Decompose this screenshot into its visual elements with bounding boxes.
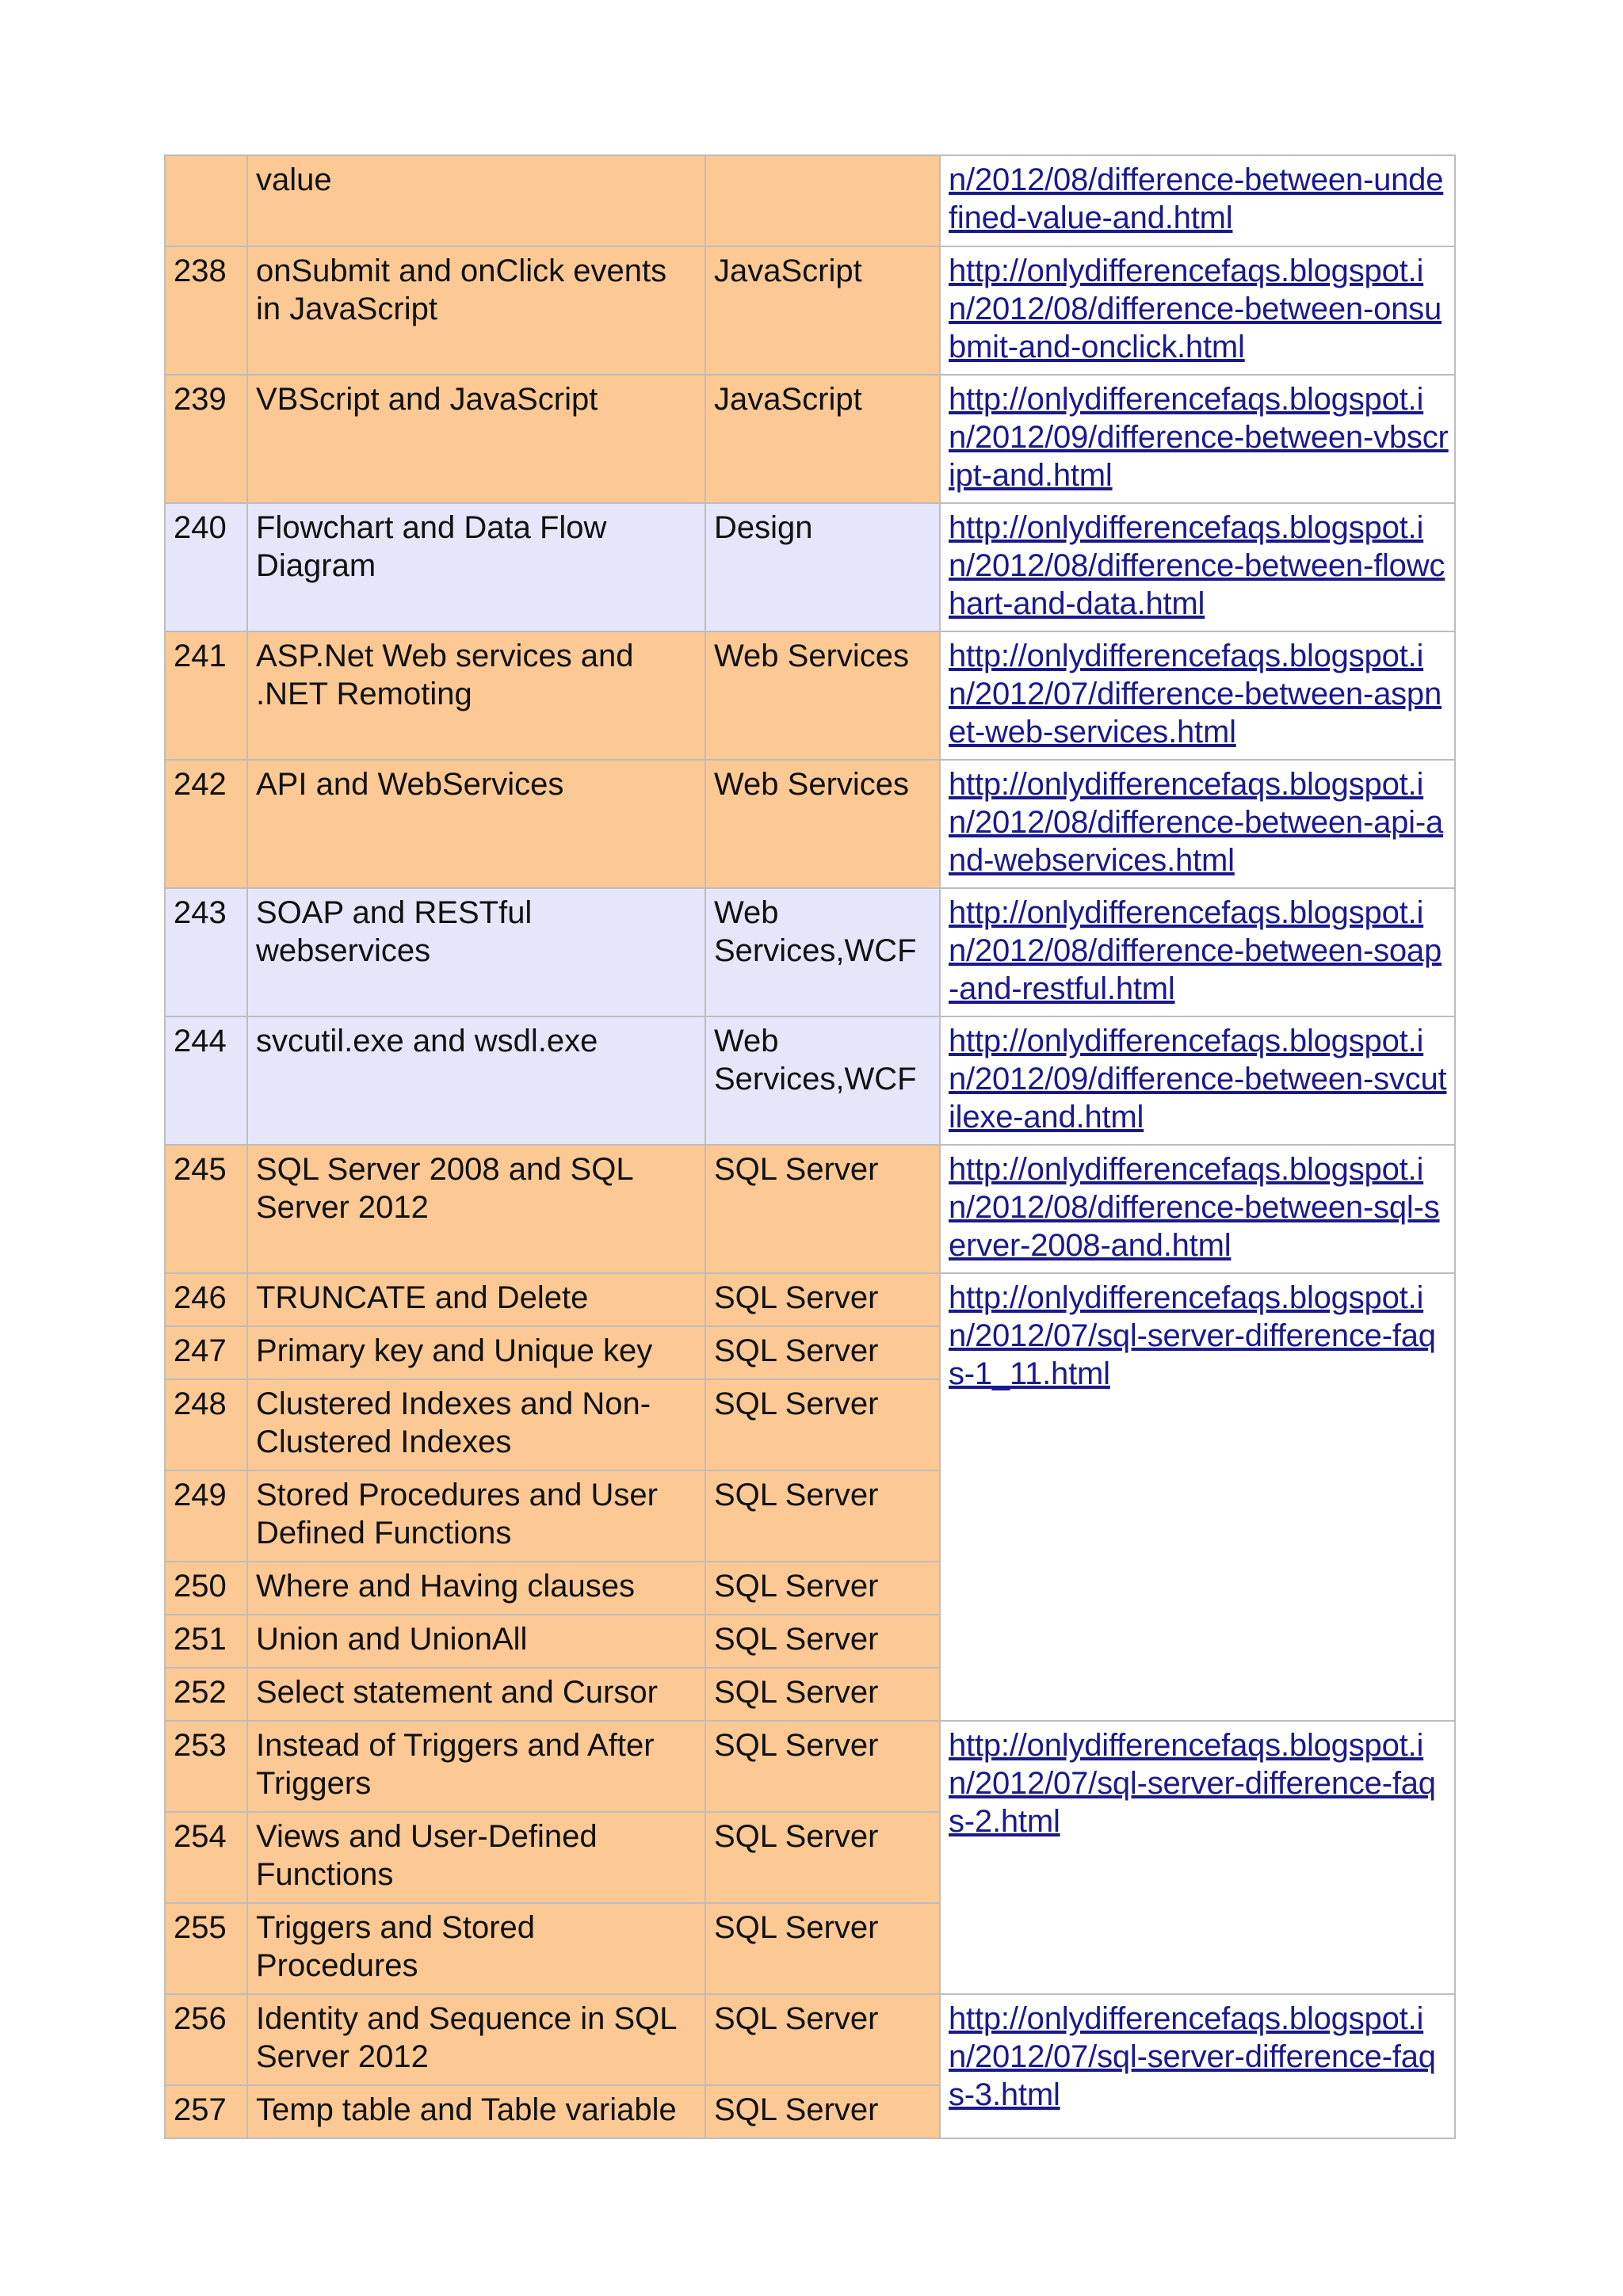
- row-number: 244: [165, 1016, 247, 1145]
- row-category: SQL Server: [705, 2085, 940, 2138]
- row-number: 239: [165, 375, 247, 503]
- table-row: [165, 375, 1455, 503]
- row-topic: Clustered Indexes and Non-Clustered Indexes: [247, 1379, 705, 1470]
- table-row: [165, 503, 1455, 631]
- row-link-cell: [940, 1016, 1455, 1145]
- row-category: SQL Server: [705, 1994, 940, 2085]
- row-category: SQL Server: [705, 1326, 940, 1379]
- row-category: Web Services,WCF: [705, 888, 940, 1016]
- row-category: SQL Server: [705, 1273, 940, 1326]
- row-category: SQL Server: [705, 1379, 940, 1470]
- row-category: SQL Server: [705, 1668, 940, 1721]
- faq-link[interactable]: http://onlydifferencefaqs.blogspot.in/2012/07/sql-server-difference-faqs-2.html: [949, 1728, 1436, 1839]
- row-topic: Primary key and Unique key: [247, 1326, 705, 1379]
- row-link-cell: [940, 888, 1455, 1016]
- table-row: [165, 888, 1455, 1016]
- row-link-cell: [940, 375, 1455, 503]
- row-number: 245: [165, 1145, 247, 1273]
- faq-table: [164, 154, 1456, 2139]
- faq-table-body: [165, 155, 1455, 2138]
- table-row: [165, 1016, 1455, 1145]
- row-category: Web Services: [705, 760, 940, 888]
- table-row: [165, 1273, 1455, 1326]
- row-category: SQL Server: [705, 1721, 940, 1812]
- row-number: 254: [165, 1812, 247, 1903]
- row-topic: SQL Server 2008 and SQL Server 2012: [247, 1145, 705, 1273]
- row-topic: value: [247, 155, 705, 246]
- row-topic: SOAP and RESTful webservices: [247, 888, 705, 1016]
- row-category: JavaScript: [705, 375, 940, 503]
- row-topic: Temp table and Table variable: [247, 2085, 705, 2138]
- row-number: 246: [165, 1273, 247, 1326]
- row-number: 243: [165, 888, 247, 1016]
- row-topic: Identity and Sequence in SQL Server 2012: [247, 1994, 705, 2085]
- row-topic: svcutil.exe and wsdl.exe: [247, 1016, 705, 1145]
- faq-link[interactable]: http://onlydifferencefaqs.blogspot.in/2012/09/difference-between-vbscript-and.html: [949, 382, 1449, 493]
- faq-link[interactable]: http://onlydifferencefaqs.blogspot.in/2012/08/difference-between-api-and-webservices.html: [949, 767, 1444, 878]
- faq-link[interactable]: http://onlydifferencefaqs.blogspot.in/2012/08/difference-between-sql-server-2008-and.html: [949, 1152, 1440, 1263]
- row-link-cell: [940, 1721, 1455, 1994]
- row-number: [165, 155, 247, 246]
- row-number: 257: [165, 2085, 247, 2138]
- faq-link[interactable]: http://onlydifferencefaqs.blogspot.in/2012/07/sql-server-difference-faqs-1_11.html: [949, 1280, 1436, 1391]
- row-topic: Instead of Triggers and After Triggers: [247, 1721, 705, 1812]
- row-number: 240: [165, 503, 247, 631]
- row-number: 253: [165, 1721, 247, 1812]
- faq-link[interactable]: http://onlydifferencefaqs.blogspot.in/2012/08/difference-between-flowchart-and-data.html: [949, 510, 1445, 621]
- row-category: Design: [705, 503, 940, 631]
- row-number: 242: [165, 760, 247, 888]
- faq-link[interactable]: http://onlydifferencefaqs.blogspot.in/2012/09/difference-between-svcutilexe-and.html: [949, 1024, 1447, 1135]
- row-category: SQL Server: [705, 1470, 940, 1562]
- row-topic: Views and User-Defined Functions: [247, 1812, 705, 1903]
- faq-link[interactable]: n/2012/08/difference-between-undefined-value-and.html: [949, 162, 1444, 235]
- row-number: 249: [165, 1470, 247, 1562]
- row-number: 241: [165, 631, 247, 760]
- row-number: 252: [165, 1668, 247, 1721]
- row-number: 247: [165, 1326, 247, 1379]
- row-category: JavaScript: [705, 246, 940, 375]
- row-category: SQL Server: [705, 1812, 940, 1903]
- row-category: SQL Server: [705, 1562, 940, 1615]
- row-category: [705, 155, 940, 246]
- table-row: [165, 1721, 1455, 1812]
- row-link-cell: [940, 1273, 1455, 1721]
- row-number: 238: [165, 246, 247, 375]
- row-link-cell: [940, 760, 1455, 888]
- row-topic: ASP.Net Web services and .NET Remoting: [247, 631, 705, 760]
- row-topic: Select statement and Cursor: [247, 1668, 705, 1721]
- faq-link[interactable]: http://onlydifferencefaqs.blogspot.in/2012/08/difference-between-soap-and-restful.html: [949, 895, 1442, 1006]
- row-number: 255: [165, 1903, 247, 1994]
- row-category: Web Services,WCF: [705, 1016, 940, 1145]
- row-link-cell: [940, 631, 1455, 760]
- row-topic: VBScript and JavaScript: [247, 375, 705, 503]
- row-topic: Stored Procedures and User Defined Functions: [247, 1470, 705, 1562]
- row-topic: Union and UnionAll: [247, 1615, 705, 1668]
- row-category: SQL Server: [705, 1903, 940, 1994]
- table-row: [165, 155, 1455, 246]
- row-category: Web Services: [705, 631, 940, 760]
- row-topic: Where and Having clauses: [247, 1562, 705, 1615]
- row-number: 256: [165, 1994, 247, 2085]
- row-topic: Flowchart and Data Flow Diagram: [247, 503, 705, 631]
- table-row: [165, 631, 1455, 760]
- row-topic: Triggers and Stored Procedures: [247, 1903, 705, 1994]
- table-row: [165, 246, 1455, 375]
- row-topic: API and WebServices: [247, 760, 705, 888]
- row-link-cell: [940, 1145, 1455, 1273]
- faq-link[interactable]: http://onlydifferencefaqs.blogspot.in/2012/07/sql-server-difference-faqs-3.html: [949, 2001, 1436, 2112]
- row-number: 248: [165, 1379, 247, 1470]
- row-link-cell: [940, 155, 1455, 246]
- faq-link[interactable]: http://onlydifferencefaqs.blogspot.in/2012/07/difference-between-aspnet-web-services.html: [949, 639, 1442, 749]
- row-link-cell: [940, 503, 1455, 631]
- row-number: 250: [165, 1562, 247, 1615]
- row-category: SQL Server: [705, 1615, 940, 1668]
- table-row: [165, 760, 1455, 888]
- row-link-cell: [940, 1994, 1455, 2138]
- row-topic: onSubmit and onClick events in JavaScript: [247, 246, 705, 375]
- faq-link[interactable]: http://onlydifferencefaqs.blogspot.in/2012/08/difference-between-onsubmit-and-onclick.html: [949, 254, 1442, 364]
- row-number: 251: [165, 1615, 247, 1668]
- table-row: [165, 1145, 1455, 1273]
- row-category: SQL Server: [705, 1145, 940, 1273]
- row-topic: TRUNCATE and Delete: [247, 1273, 705, 1326]
- table-row: [165, 1994, 1455, 2085]
- row-link-cell: [940, 246, 1455, 375]
